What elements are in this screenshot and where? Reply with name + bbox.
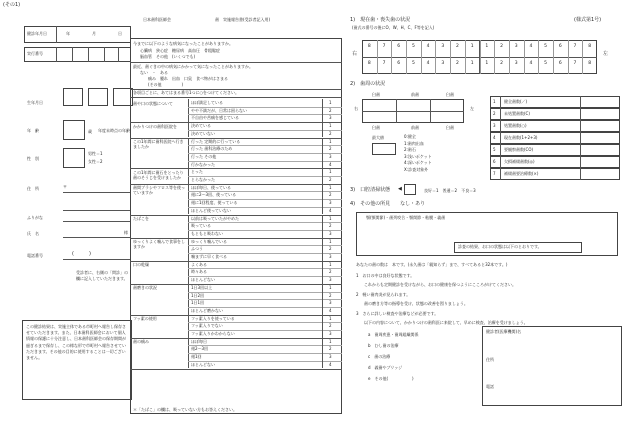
phone-label: 電話番号 [27, 253, 43, 258]
tooth-number: 4 [426, 61, 430, 66]
answer-option[interactable]: ゆっくり噛んでいる [191, 238, 227, 244]
answer-option[interactable]: フッ素入りでない [191, 323, 223, 329]
answer-number: 3 [329, 230, 332, 236]
answer-option[interactable]: 1日1回 [191, 300, 205, 306]
summary-label: 健全歯数(／) [504, 99, 528, 104]
summary-number: 3 [493, 123, 496, 128]
answer-number: 1 [329, 169, 332, 175]
answer-number: 2 [329, 107, 332, 113]
tooth-number: 2 [456, 44, 459, 49]
treat-a: a 歯周疾患・歯周組織関係 [368, 332, 419, 337]
perio-col-front: 前歯 [411, 92, 419, 97]
answer-option[interactable]: 時々ある [191, 269, 207, 275]
tooth-number: 2 [500, 44, 503, 49]
question-label: 口の乾燥 [133, 262, 149, 268]
answer-option[interactable]: とった [191, 169, 203, 175]
perio-col-molar-a: 臼歯 [372, 92, 380, 97]
tooth-number: 5 [544, 44, 548, 49]
birth-label: 生年月日 [27, 100, 43, 105]
q2-text: 最近、歯ぐきの中の病気にかかって気になったことがありますか。 [133, 64, 253, 69]
q2-detail: 痛み 腫れ 出血 口臭 食べ物がはさまる [148, 76, 228, 81]
answer-number: 3 [329, 277, 332, 283]
tooth-number: 8 [588, 61, 592, 66]
answer-number: 2 [329, 246, 332, 252]
tooth-number: 1 [470, 44, 474, 49]
section1-title: 1) 現在歯・喪失歯の状況 [350, 17, 411, 23]
answer-option[interactable]: 決めていない [191, 130, 215, 136]
question-label: 歯や口の状態について [133, 100, 173, 106]
question-label: この1年間に歯科医院へ行きましたか [133, 139, 184, 149]
section2-title: 2) 歯周の状況 [350, 81, 386, 87]
treat-d: d 義歯やブリッジ [368, 365, 403, 370]
phone-paren: ( ) [72, 251, 91, 257]
answer-number: 2 [329, 346, 332, 352]
perio-right: 右 [354, 106, 358, 111]
code-item: 3:浅いポケット [404, 153, 432, 159]
answer-number: 2 [329, 323, 332, 329]
q-intro: 今までに以下のような病気になったことがありますか。 [133, 41, 233, 46]
code-item: 0:健全 [404, 134, 416, 139]
code-item: 1:歯肉出血 [404, 140, 424, 146]
summary-label: 要観察歯数(CO) [504, 147, 534, 152]
answer-number: 1 [329, 261, 332, 267]
answer-option[interactable]: 決めている [191, 123, 211, 129]
perio-col-molar-d: 臼歯 [446, 125, 454, 130]
hygiene-box [404, 184, 416, 195]
answer-option[interactable]: ほぼ毎日 [191, 338, 207, 344]
sex-female: 女性＝2 [88, 159, 103, 164]
result-2-detail: 歯の磨き方等の指導を受け、状態の改善を図りましょう。 [364, 301, 468, 306]
age-note: 年度末時点の年齢 [98, 128, 130, 133]
tooth-number: 7 [573, 44, 577, 49]
question-label: 歯の痛み [133, 339, 149, 345]
question-label: 歯間ブラシやフロス等を使っていますか [133, 185, 185, 196]
answer-number: 1 [329, 184, 332, 190]
result-1-detail: これからも定期健診を受けながら、お口の健康を保つようにこころがけてください。 [364, 282, 516, 287]
section3-title: 3) 口腔清掃状態 [350, 187, 391, 193]
question-label: たばこを [133, 216, 149, 221]
q3-head: 各項目ごとに、あてはまる番号1つに○をつけてください。 [133, 90, 240, 95]
notice-text: この健診結果は、実施主体である市町村へ報告し保存させていただきます。また、日本歯科医師会において個人情報の保護に十分注意し、日本歯科医師会の保存期間が過ぎるまで保存し、この様な形で市町村へ報告させていただきます。その他の目的に使用することは一切ございません。 [26, 324, 126, 360]
consent-text: 受診者に、右側の「問診」の欄に記入していただきます。 [76, 270, 128, 282]
clinic-phone: 電話 [486, 384, 494, 389]
question-label: 歯磨きの状況 [133, 285, 157, 291]
answer-option[interactable]: もともと吸わない [191, 230, 223, 236]
answer-number: 1 [329, 315, 332, 321]
question-label: かかりつけの歯科医院を [133, 123, 177, 129]
tooth-number: 4 [426, 44, 430, 49]
answer-option[interactable]: 不自由や苦痛を感じている [191, 115, 239, 121]
answer-option[interactable]: フッ素入りを使っている [191, 315, 235, 321]
hygiene-arrow: ◀ [398, 186, 402, 192]
summary-label: 現在歯数(1+2+3) [504, 135, 538, 140]
answer-number: 2 [329, 146, 332, 152]
tooth-number: 7 [573, 61, 577, 66]
answer-option[interactable]: 吸っている [191, 223, 211, 229]
answer-option[interactable]: とらなかった [191, 177, 215, 182]
answer-number: 3 [329, 200, 332, 206]
summary-number: 4 [493, 135, 496, 140]
answer-option[interactable]: ほぼ毎日、使っている [191, 184, 231, 190]
postal-mark: 〒 [63, 184, 67, 189]
q2-detail-other: (その他 ) [148, 82, 184, 87]
page-label: (その1) [3, 2, 21, 8]
q-items: 心臓病 狭心症 糖尿病 高血圧 骨粗鬆症 [140, 48, 220, 53]
question-label: この1年間に歯石をとったり歯のそうじを受けましたか [133, 169, 184, 180]
tooth-number: 8 [367, 44, 371, 49]
answer-option[interactable]: 1日3回以上 [191, 284, 213, 290]
findings-items: 顎(顎関節)・歯列咬合・顎関節・粘膜・義歯 [366, 215, 446, 220]
answer-number: 1 [329, 338, 332, 344]
age-label: 年 齢 [27, 128, 39, 133]
answer-number: 3 [329, 354, 332, 360]
tooth-number: 3 [441, 61, 445, 66]
summary-label: 欠損補綴歯数(◎) [504, 159, 535, 164]
summary-label: 未処置歯数(C) [504, 111, 530, 116]
summary-number: 1 [493, 99, 496, 104]
summary-number: 2 [493, 111, 496, 116]
answer-option[interactable]: ふつう [191, 246, 203, 252]
tooth-number: 1 [470, 61, 474, 66]
year-label: 年 [66, 31, 70, 36]
code-box [372, 143, 396, 155]
tooth-number: 6 [397, 61, 401, 66]
header-title1: 日本歯科医師会 [143, 17, 171, 22]
result-3-detail: 以下の内容について、かかりつけの歯科医に来院して、早めに検査、治療を受けましょう。 [364, 320, 528, 325]
answer-number: 3 [329, 115, 332, 121]
answer-number: 2 [329, 130, 332, 136]
summary-label: 処置歯数(○) [504, 123, 527, 128]
code-item: X:診査対象外 [404, 166, 429, 172]
q2-opts: ない ・ ある [140, 70, 168, 75]
name-label: 氏 名 [27, 231, 39, 236]
section4-title: 4) その他の所見 なし・あり [350, 201, 426, 207]
answer-option[interactable]: 週に1回程度、使っている [191, 200, 238, 206]
answer-number: 1 [329, 138, 332, 144]
tooth-number: 5 [411, 44, 415, 49]
furigana-label: ふりがな [27, 215, 43, 220]
tooth-number: 5 [544, 61, 548, 66]
treat-c: c 歯の治療 [368, 354, 391, 359]
answer-option[interactable]: やや不満だが、日常は困らない [191, 107, 247, 113]
answer-number: 3 [329, 331, 332, 336]
answer-option[interactable]: ほとんど磨かない [191, 307, 223, 313]
answer-number: 2 [329, 223, 332, 229]
tooth-number: 6 [558, 44, 562, 49]
org-label: 実行番号 [27, 51, 43, 56]
clinic-label: 健診者(医療機関)名 [486, 329, 522, 334]
answer-number: 4 [329, 161, 332, 167]
answer-number: 2 [329, 292, 332, 298]
tooth-number: 6 [558, 61, 562, 66]
result-1: 1 お口の中は良好な状態です。 [356, 273, 415, 278]
code-item: 4:深いポケット [404, 160, 432, 165]
answer-option[interactable]: ほとんどない [191, 361, 215, 367]
notice-box [22, 320, 132, 400]
day-label: 日 [118, 31, 122, 36]
tooth-number: 7 [382, 61, 386, 66]
chart-left-label: 左 [603, 51, 609, 57]
summary-number: 5 [493, 147, 496, 152]
section1-note: (歯式の番号の後にO、W、H、C、F等を記入) [352, 25, 435, 30]
tooth-number: 5 [411, 61, 415, 66]
answer-number: 1 [329, 100, 332, 105]
treat-b: b むし歯の治療 [368, 343, 399, 348]
answer-number: 1 [329, 123, 332, 129]
answer-option[interactable]: よくある [191, 261, 207, 267]
answer-option[interactable]: 行った 定期的に行っている [191, 138, 241, 144]
question-label: フッ素の使用 [133, 316, 157, 322]
answer-number: 4 [329, 307, 332, 313]
summary-number: 7 [493, 171, 496, 176]
result-2: 2 軽い歯肉炎が見られます。 [356, 292, 411, 297]
birth-box-1 [63, 88, 83, 106]
answer-number: 1 [329, 215, 332, 221]
answer-option[interactable]: 噛まずに早く食べる [191, 254, 227, 259]
sex-label: 性 別 [27, 156, 39, 161]
question-label: ゆっくりよく噛んで食事をしますか [133, 239, 185, 250]
sex-box [63, 148, 85, 168]
answer-option[interactable]: 以前は吸っていたがやめた [191, 215, 239, 221]
tooth-number: 2 [500, 61, 503, 66]
tooth-number: 8 [588, 44, 592, 49]
code-item: 2:歯石 [404, 147, 416, 152]
result-intro: あなたの歯の数は 本です。(永久歯は「親知らず」まで、すべてあると32本です。) [356, 262, 508, 267]
answer-number: 4 [329, 207, 332, 213]
tooth-number: 3 [514, 61, 518, 66]
answer-option[interactable]: ほとんど使っていない [191, 207, 231, 213]
tooth-number: 3 [441, 44, 445, 49]
chart-right-label: 右 [352, 51, 358, 57]
answer-number: 3 [329, 300, 332, 306]
tooth-number: 1 [485, 44, 489, 49]
name-suffix: 様 [124, 230, 128, 235]
treat-e: e その他( ) [368, 376, 414, 381]
age-unit: 歳 [88, 129, 92, 134]
answer-option[interactable]: ほとんどない [191, 277, 215, 283]
summary-number: 6 [493, 159, 496, 164]
answer-number: 3 [329, 153, 332, 159]
tooth-number: 3 [514, 44, 518, 49]
answer-option[interactable]: ほぼ満足している [191, 100, 223, 105]
tooth-number: 1 [485, 61, 489, 66]
result-3: 3 さらに詳しい検査や治療などが必要です。 [356, 311, 439, 316]
tooth-number: 4 [529, 44, 533, 49]
answer-option[interactable]: 1日2回 [191, 292, 205, 298]
tooth-number: 8 [367, 61, 371, 66]
code-title: 最大値 [372, 135, 384, 140]
answer-number: 2 [329, 269, 332, 275]
footnote: ＊「たばこ」の欄は、吸っていない方もお答えください。 [133, 407, 237, 412]
tooth-number: 6 [397, 44, 401, 49]
address-label: 住 所 [27, 186, 39, 191]
clinic-address: 住所 [486, 357, 494, 362]
answer-option[interactable]: 週1回 [191, 354, 202, 360]
tooth-number: 2 [456, 61, 459, 66]
answer-number: 1 [329, 284, 332, 290]
exam-date-label: 健診年月日 [27, 31, 47, 36]
answer-option[interactable]: 行った その他 [191, 153, 217, 159]
answer-number: 2 [329, 177, 332, 182]
q-items-2: 脳血管 その他 (いくつでも) [140, 54, 196, 59]
sex-male: 男性＝1 [88, 151, 103, 156]
answer-number: 1 [329, 238, 332, 244]
perio-col-molar-c: 臼歯 [372, 125, 380, 130]
answer-option[interactable]: 週に2〜3回、使っている [191, 192, 237, 198]
answer-number: 4 [329, 361, 332, 367]
hygiene-opts: 良好＝1 普通＝2 不良＝3 [424, 188, 476, 193]
answer-option[interactable]: フッ素入りかわからない [191, 331, 235, 336]
tooth-number: 4 [529, 61, 533, 66]
form-number: (様式第1号) [574, 17, 602, 23]
summary-label: 補綴歯要治療数(×) [504, 171, 539, 176]
birth-box-2 [88, 88, 108, 106]
answer-option[interactable]: 週2〜3回 [191, 346, 209, 352]
month-label: 月 [92, 31, 96, 36]
tooth-number: 7 [382, 44, 386, 49]
answer-option[interactable]: 行った 歯科治療のため [191, 146, 233, 152]
perio-col-molar-b: 臼歯 [446, 92, 454, 97]
advice-label: 診査の結果、お口の状態は以下のとおりです。 [458, 244, 542, 249]
answer-number: 2 [329, 192, 332, 198]
clinic-box [482, 326, 622, 406]
header-title2: 歯 実施報告書(受診者記入用) [215, 17, 271, 22]
perio-left: 左 [470, 106, 474, 111]
perio-col-front-b: 前歯 [411, 125, 419, 130]
age-box [63, 120, 85, 140]
answer-number: 3 [329, 254, 332, 259]
answer-option[interactable]: 行かなかった [191, 161, 215, 167]
